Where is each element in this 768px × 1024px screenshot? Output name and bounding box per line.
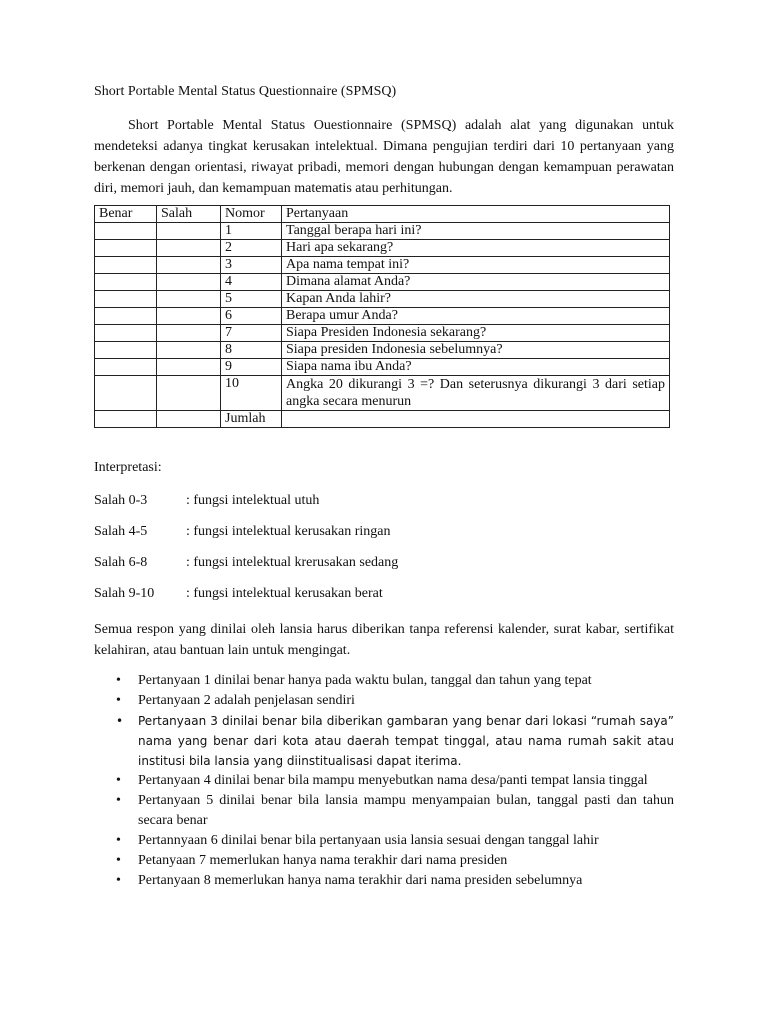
header-pertanyaan: Pertanyaan bbox=[282, 206, 670, 223]
cell-salah bbox=[157, 308, 221, 325]
table-total-row bbox=[95, 411, 670, 428]
table-row bbox=[95, 376, 670, 411]
cell-benar bbox=[95, 240, 157, 257]
list-item bbox=[94, 791, 674, 831]
list-item bbox=[94, 711, 674, 771]
score-range: Salah 6-8 bbox=[94, 555, 148, 570]
cell-salah bbox=[157, 325, 221, 342]
interpretation-item bbox=[94, 553, 674, 572]
table-row bbox=[95, 291, 670, 308]
cell-benar bbox=[95, 376, 157, 411]
cell-pertanyaan: Siapa presiden Indonesia sebelumnya? bbox=[282, 342, 670, 359]
header-benar: Benar bbox=[95, 206, 157, 223]
table-row bbox=[95, 274, 670, 291]
list-item-text: Pertanyaan 3 dinilai benar bila diberikan gambaran yang benar dari lokasi “rumah saya” nama yang benar dari kota atau daerah tempat tinggal, atau nama rumah sakit atau institusi bila lansia yang diinstitualisasi dapat iterima. bbox=[138, 714, 674, 768]
cell-benar bbox=[95, 342, 157, 359]
scoring-note: Semua respon yang dinilai oleh lansia harus diberikan tanpa referensi kalender, surat kabar, sertifikat kelahiran, atau bantuan lain untuk mengingat. bbox=[94, 622, 674, 658]
list-item-text: Pertanyaan 5 dinilai benar bila lansia mampu menyampaian bulan, tanggal pasti dan tahun secara benar bbox=[138, 793, 674, 828]
document-page bbox=[94, 82, 674, 891]
score-description: : fungsi intelektual kerusakan berat bbox=[186, 586, 383, 601]
list-item bbox=[94, 771, 674, 791]
cell-nomor: 5 bbox=[221, 291, 282, 308]
list-item bbox=[94, 691, 674, 711]
cell-benar bbox=[95, 223, 157, 240]
cell-salah bbox=[157, 257, 221, 274]
bullet-icon: • bbox=[116, 673, 121, 688]
list-item-text: Pertannyaan 6 dinilai benar bila pertanyaan usia lansia sesuai dengan tanggal lahir bbox=[138, 833, 599, 848]
interpretation-item bbox=[94, 522, 674, 541]
list-item bbox=[94, 671, 674, 691]
list-item-text: Pertanyaan 8 memerlukan hanya nama terakhir dari nama presiden sebelumnya bbox=[138, 873, 583, 888]
bullet-icon: • bbox=[116, 833, 121, 848]
scoring-rules-list bbox=[94, 671, 674, 891]
table-row bbox=[95, 240, 670, 257]
list-item-text: Petanyaan 7 memerlukan hanya nama terakhir dari nama presiden bbox=[138, 853, 508, 868]
bullet-icon: • bbox=[116, 793, 121, 808]
table-row bbox=[95, 325, 670, 342]
score-description: : fungsi intelektual kerusakan ringan bbox=[186, 524, 391, 539]
interpretation-item bbox=[94, 491, 674, 510]
cell-salah bbox=[157, 274, 221, 291]
table-row bbox=[95, 223, 670, 240]
cell-nomor: 7 bbox=[221, 325, 282, 342]
cell-salah bbox=[157, 291, 221, 308]
total-label: Jumlah bbox=[221, 411, 282, 428]
cell-pertanyaan: Siapa nama ibu Anda? bbox=[282, 359, 670, 376]
table-row bbox=[95, 342, 670, 359]
interpretation-title: Interpretasi: bbox=[94, 460, 162, 475]
score-description: : fungsi intelektual krerusakan sedang bbox=[186, 555, 399, 570]
table-row bbox=[95, 308, 670, 325]
list-item bbox=[94, 851, 674, 871]
cell-benar bbox=[95, 291, 157, 308]
cell-benar bbox=[95, 308, 157, 325]
score-description: : fungsi intelektual utuh bbox=[186, 493, 320, 508]
cell-benar bbox=[95, 257, 157, 274]
cell-nomor: 3 bbox=[221, 257, 282, 274]
cell-pertanyaan: Angka 20 dikurangi 3 =? Dan seterusnya dikurangi 3 dari setiap angka secara menurun bbox=[282, 376, 670, 411]
total-value-cell bbox=[282, 411, 670, 428]
cell-nomor: 4 bbox=[221, 274, 282, 291]
bullet-icon: • bbox=[116, 693, 121, 708]
list-item-text: Pertanyaan 1 dinilai benar hanya pada waktu bulan, tanggal dan tahun yang tepat bbox=[138, 673, 592, 688]
header-salah: Salah bbox=[157, 206, 221, 223]
cell-nomor: 8 bbox=[221, 342, 282, 359]
table-row bbox=[95, 359, 670, 376]
list-item-text: Pertanyaan 2 adalah penjelasan sendiri bbox=[138, 693, 355, 708]
document-title: Short Portable Mental Status Questionnaire (SPMSQ) bbox=[94, 84, 397, 99]
interpretation-item bbox=[94, 584, 674, 603]
cell-nomor: 2 bbox=[221, 240, 282, 257]
cell-pertanyaan: Hari apa sekarang? bbox=[282, 240, 670, 257]
score-range: Salah 0-3 bbox=[94, 493, 148, 508]
cell-salah bbox=[157, 223, 221, 240]
cell-salah bbox=[157, 342, 221, 359]
cell-benar bbox=[95, 411, 157, 428]
spmsq-table bbox=[94, 205, 670, 428]
cell-pertanyaan: Kapan Anda lahir? bbox=[282, 291, 670, 308]
cell-nomor: 6 bbox=[221, 308, 282, 325]
list-item bbox=[94, 871, 674, 891]
list-item bbox=[94, 831, 674, 851]
cell-pertanyaan: Dimana alamat Anda? bbox=[282, 274, 670, 291]
score-range: Salah 9-10 bbox=[94, 586, 155, 601]
bullet-icon: • bbox=[116, 873, 121, 888]
cell-pertanyaan: Tanggal berapa hari ini? bbox=[282, 223, 670, 240]
cell-salah bbox=[157, 376, 221, 411]
cell-nomor: 9 bbox=[221, 359, 282, 376]
cell-nomor: 10 bbox=[221, 376, 282, 411]
bullet-icon: • bbox=[116, 853, 121, 868]
cell-salah bbox=[157, 411, 221, 428]
intro-paragraph: Short Portable Mental Status Ouestionnaire (SPMSQ) adalah alat yang digunakan untuk mendeteksi adanya tingkat kerusakan intelektual. Dimana pengujian terdiri dari 10 pertanyaan yang berkenan dengan orientasi, riwayat pribadi, memori dengan hubungan dengan kemampuan perawatan diri, memori jauh, dan kemampuan matematis atau perhitungan. bbox=[94, 118, 674, 196]
header-nomor: Nomor bbox=[221, 206, 282, 223]
cell-pertanyaan: Apa nama tempat ini? bbox=[282, 257, 670, 274]
score-range: Salah 4-5 bbox=[94, 524, 148, 539]
list-item-text: Pertanyaan 4 dinilai benar bila mampu menyebutkan nama desa/panti tempat lansia tinggal bbox=[138, 773, 648, 788]
bullet-icon: • bbox=[116, 714, 124, 728]
cell-benar bbox=[95, 325, 157, 342]
bullet-icon: • bbox=[116, 773, 121, 788]
cell-benar bbox=[95, 359, 157, 376]
cell-nomor: 1 bbox=[221, 223, 282, 240]
cell-pertanyaan: Siapa Presiden Indonesia sekarang? bbox=[282, 325, 670, 342]
cell-pertanyaan: Berapa umur Anda? bbox=[282, 308, 670, 325]
cell-salah bbox=[157, 240, 221, 257]
table-row bbox=[95, 257, 670, 274]
cell-salah bbox=[157, 359, 221, 376]
cell-benar bbox=[95, 274, 157, 291]
table-header-row bbox=[95, 206, 670, 223]
